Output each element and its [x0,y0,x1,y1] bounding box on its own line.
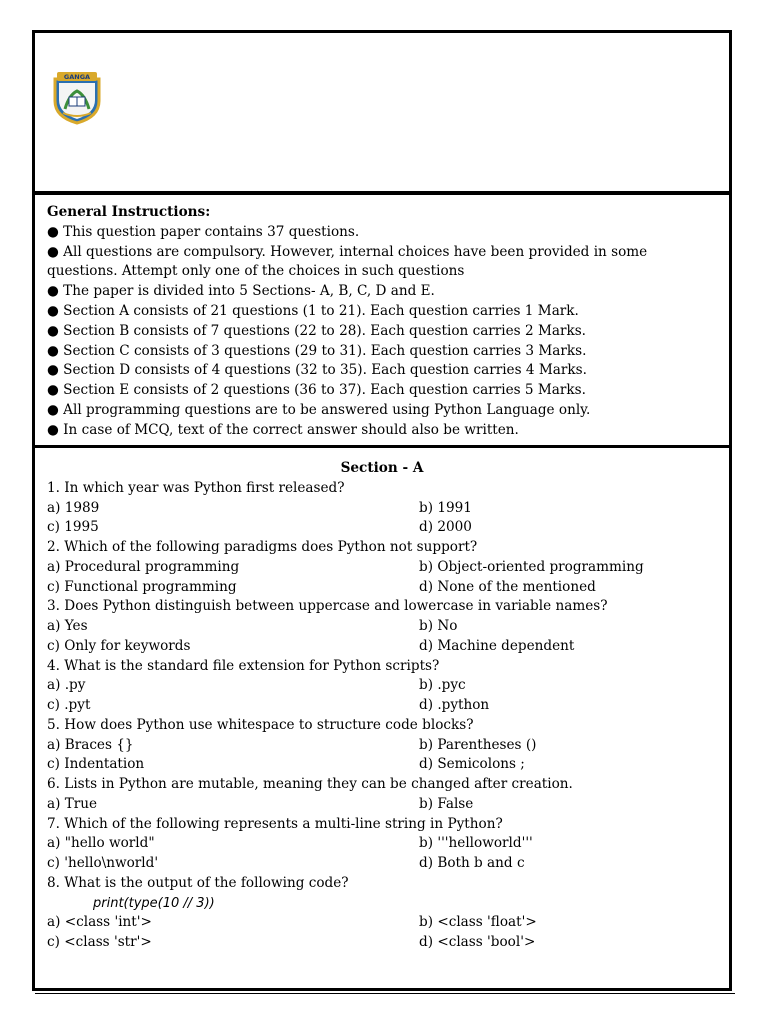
option-c: c) Only for keywords [47,637,191,654]
option-a: a) .py [47,677,86,694]
option-d: d) Machine dependent [419,637,575,654]
option-d: d) <class 'bool'> [419,934,536,950]
option-d: d) None of the mentioned [419,578,596,595]
question-text: 2. Which of the following paradigms does Python not support? [47,539,478,555]
options-row [47,755,717,775]
options-row [47,736,717,756]
option-c: c) Functional programming [47,578,237,595]
option-a: a) Procedural programming [47,558,240,575]
option-d: d) Semicolons ; [419,756,525,773]
options-row [47,558,717,578]
option-d: d) Both b and c [419,855,525,871]
question-text: 6. Lists in Python are mutable, meaning they can be changed after creation. [47,776,573,792]
options-row [47,637,717,657]
option-a: a) True [47,795,98,812]
option-a: a) "hello world" [47,835,155,852]
option-c: c) .pyt [47,697,91,713]
option-d: d) 2000 [419,519,472,536]
options-row [47,518,717,538]
option-c: c) Indentation [47,756,145,773]
option-c: c) 'hello\nworld' [47,855,159,871]
option-a: a) <class 'int'> [47,914,152,931]
question-text: 1. In which year was Python first released? [47,479,345,496]
options-row [47,696,717,716]
options-row [47,676,717,696]
options-row [47,834,717,854]
option-b: b) .pyc [419,677,466,694]
section-title: Section - A [340,460,424,476]
option-b: b) False [419,795,474,812]
question-text: 8. What is the output of the following code? [47,874,349,891]
logo-text: GANGA [63,73,91,81]
instruction-item: ● In case of MCQ, text of the correct answer should also be written. [47,421,519,438]
option-d: d) .python [419,697,490,713]
question-text: 7. Which of the following represents a multi-line string in Python? [47,815,503,832]
question-text: 5. How does Python use whitespace to structure code blocks? [47,716,474,733]
option-b: b) Parentheses () [419,736,537,753]
paper-frame [32,30,732,991]
options-row [47,913,717,933]
instruction-item: ● Section B consists of 7 questions (22 to 28). Each question carries 2 Marks. [47,322,587,339]
option-c: c) 1995 [47,519,99,536]
option-b: b) Object-oriented programming [419,558,644,575]
options-row [47,933,717,953]
options-row [47,617,717,637]
instructions-title: General Instructions: [47,204,211,220]
general-instructions [47,203,717,441]
question-text: 3. Does Python distinguish between uppercase and lowercase in variable names? [47,598,608,615]
options-row [47,578,717,598]
option-a: a) Braces {} [47,736,134,753]
code-snippet: print(type(10 // 3)) [93,895,215,911]
instruction-item: ● The paper is divided into 5 Sections- A, B, C, D and E. [47,283,435,300]
options-row [47,499,717,519]
options-row [47,854,717,874]
instruction-item: ● Section A consists of 21 questions (1 to 21). Each question carries 1 Mark. [47,302,579,319]
instruction-item: ● Section C consists of 3 questions (29 to 31). Each question carries 3 Marks. [47,342,587,359]
school-logo [49,69,105,125]
instruction-item: ● Section D consists of 4 questions (32 to 35). Each question carries 4 Marks. [47,362,587,379]
option-b: b) 1991 [419,499,472,516]
section-a [47,459,717,953]
option-a: a) Yes [47,618,88,634]
frame-bottom-rule [35,988,735,994]
section-divider [35,445,729,448]
instruction-item: ● All questions are compulsory. However, internal choices have been provided in some questions. Attempt only one of the choices in such questions [47,243,648,280]
option-b: b) No [419,618,458,634]
option-b: b) <class 'float'> [419,914,537,931]
option-a: a) 1989 [47,499,100,516]
option-c: c) <class 'str'> [47,934,152,950]
options-row [47,795,717,815]
option-b: b) '''helloworld''' [419,835,533,852]
header-box [35,33,729,195]
question-text: 4. What is the standard file extension for Python scripts? [47,657,440,674]
instruction-item: ● This question paper contains 37 questions. [47,223,360,240]
instruction-item: ● Section E consists of 2 questions (36 to 37). Each question carries 5 Marks. [47,382,586,399]
instruction-item: ● All programming questions are to be answered using Python Language only. [47,401,591,418]
